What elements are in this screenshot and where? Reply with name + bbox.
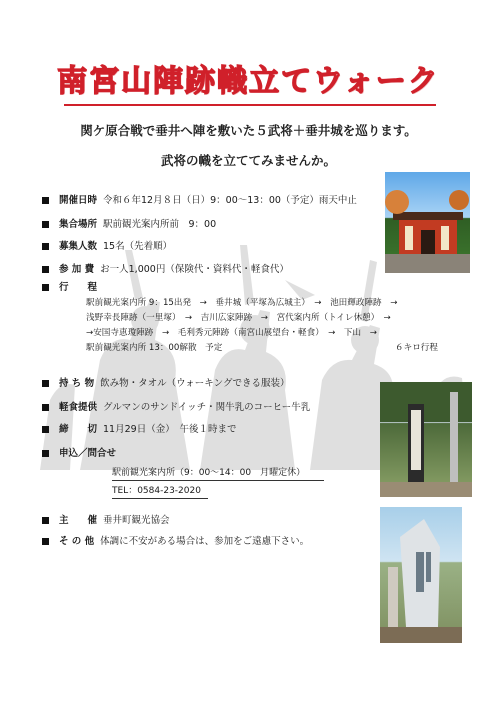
- contact-label: 申込／問合せ: [59, 448, 117, 459]
- detail-meeting: [42, 219, 216, 231]
- itinerary-line-1: 駅前観光案内所 9：15出発 → 垂井城（平塚為広城主） → 池田輝政陣跡 →: [86, 298, 398, 308]
- stone-monument-icon: [380, 382, 472, 497]
- contact-underline-2: [112, 498, 208, 499]
- capacity-value: 15名（先着順）: [103, 241, 173, 252]
- intro-line-1: 関ケ原合戦で垂井へ陣を敷いた５武将＋垂井城を巡ります。: [80, 123, 417, 138]
- itinerary-distance: ６キロ行程: [395, 343, 438, 353]
- fee-value: お一人1,000円（保険代・資料代・軽食代）: [100, 264, 289, 275]
- meeting-label: 集合場所: [59, 219, 98, 230]
- square-bullet-icon: [42, 517, 49, 524]
- detail-host: [42, 515, 170, 527]
- snack-label: 軽食提供: [59, 402, 98, 413]
- event-title: 南宮山陣跡幟立てウォーク: [57, 64, 440, 99]
- contact-tel: TEL：0584-23-2020: [112, 486, 201, 496]
- monument-photo: [380, 382, 472, 497]
- snack-value: グルマンのサンドイッチ・関牛乳のコーヒー牛乳: [103, 402, 311, 413]
- intro-line-2: 武将の幟を立ててみませんか。: [160, 153, 336, 168]
- host-label: 主 催: [59, 515, 98, 526]
- detail-capacity: [42, 241, 172, 253]
- stone-marker-icon: [380, 507, 462, 643]
- title-underline: [64, 104, 436, 106]
- deadline-value: 11月29日（金） 午後１時まで: [103, 424, 237, 435]
- date-value: 令和６年12月８日（日）9：00～13：00（予定）雨天中止: [103, 195, 357, 206]
- detail-belongings: [42, 378, 289, 390]
- detail-fee: [42, 264, 289, 276]
- itinerary-line-4: 駅前観光案内所 13：00解散 予定: [86, 343, 223, 353]
- marker-photo: [380, 507, 462, 643]
- date-label: 開催日時: [59, 195, 98, 206]
- meeting-value: 駅前観光案内所前 9：00: [103, 219, 217, 230]
- detail-date: [42, 195, 357, 207]
- contact-underline-1: [112, 480, 324, 481]
- square-bullet-icon: [42, 404, 49, 411]
- shrine-gate-photo: [385, 172, 470, 273]
- square-bullet-icon: [42, 538, 49, 545]
- fee-label: 参 加 費: [59, 264, 95, 275]
- capacity-label: 募集人数: [59, 241, 98, 252]
- itinerary-line-2: 浅野幸長陣跡（一里塚） → 吉川広家陣跡 → 宮代案内所（トイレ休憩） →: [86, 313, 391, 323]
- itinerary-line-3: →安国寺恵瓊陣跡 → 毛利秀元陣跡（南宮山展望台・軽食） → 下山 →: [86, 328, 377, 338]
- detail-contact: [42, 448, 122, 460]
- red-shrine-gate-icon: [385, 172, 470, 273]
- deadline-label: 締 切: [59, 424, 98, 435]
- detail-deadline: [42, 424, 236, 436]
- square-bullet-icon: [42, 450, 49, 457]
- square-bullet-icon: [42, 380, 49, 387]
- square-bullet-icon: [42, 266, 49, 273]
- other-label: そ の 他: [59, 536, 95, 547]
- host-value: 垂井町観光協会: [103, 515, 170, 526]
- detail-itinerary: [42, 282, 103, 294]
- square-bullet-icon: [42, 197, 49, 204]
- square-bullet-icon: [42, 284, 49, 291]
- contact-office: 駅前観光案内所（9：00～14：00 月曜定休）: [112, 468, 306, 478]
- other-value: 体調に不安がある場合は、参加をご遠慮下さい。: [100, 536, 310, 547]
- itinerary-label: 行 程: [59, 282, 98, 293]
- square-bullet-icon: [42, 426, 49, 433]
- detail-other: [42, 536, 309, 548]
- square-bullet-icon: [42, 243, 49, 250]
- square-bullet-icon: [42, 221, 49, 228]
- belongings-value: 飲み物・タオル（ウォーキングできる服装）: [100, 378, 290, 389]
- detail-snack: [42, 402, 310, 414]
- belongings-label: 持 ち 物: [59, 378, 95, 389]
